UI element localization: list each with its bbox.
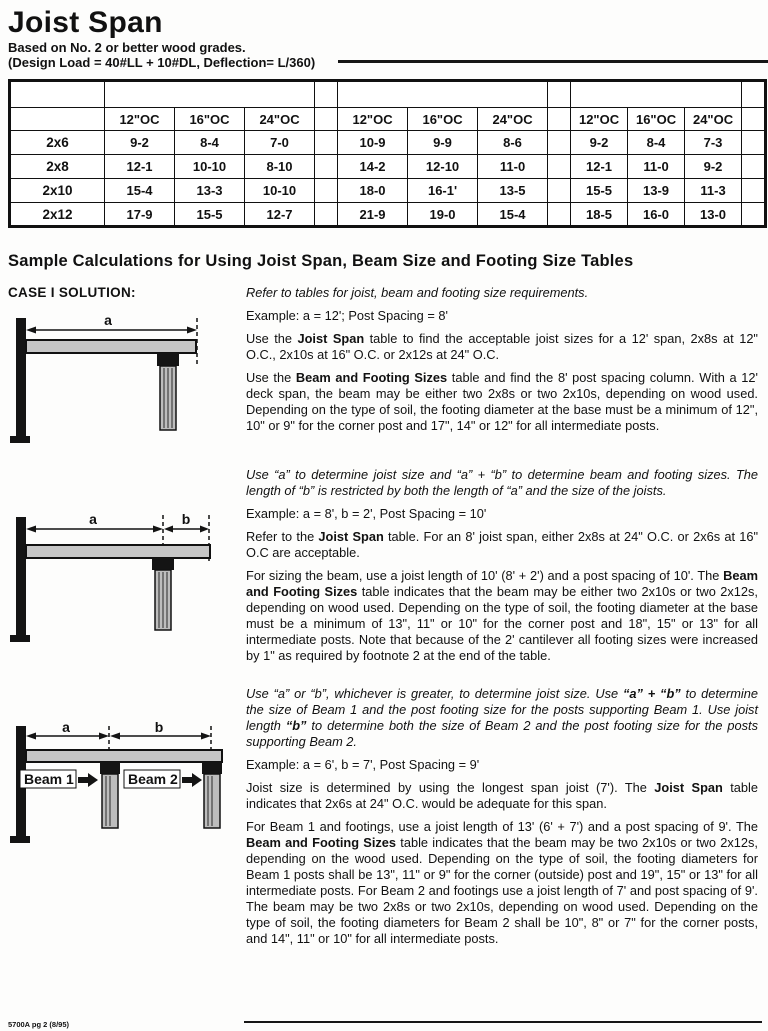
bold-text-run: Beam and Footing Sizes — [295, 370, 448, 385]
paragraph — [246, 331, 758, 363]
separator-cell-dark — [548, 155, 571, 179]
deck-beam — [26, 750, 222, 762]
span-value-cell: 8-4 — [628, 131, 685, 155]
paragraph — [246, 529, 758, 561]
span-value-cell: 8-10 — [245, 155, 315, 179]
ground-stub — [10, 436, 30, 443]
text-run: table. For an 8' joist span, either 2x8s at 24" O.C. or 2x6s at 16" O.C are acceptable. — [246, 529, 759, 560]
bottom-rule — [244, 1021, 762, 1024]
span-value-cell: 13-9 — [628, 179, 685, 203]
separator-cell-dark — [742, 131, 766, 155]
joist-size-cell: 2x10 — [10, 179, 105, 203]
deck-beam — [26, 545, 210, 558]
arrow-right-icon — [200, 526, 209, 533]
separator-cell-dark — [548, 203, 571, 227]
separator-cell — [315, 81, 338, 108]
text-run: Use “a” to determine joist size and “a” + “b” to determine beam and footing sizes. The length of “b” is restricted by both the length of “a” and the size of the joists. — [246, 467, 758, 498]
ground-stub — [10, 635, 30, 642]
species-header-western: Western Cedar — [571, 81, 742, 108]
text-run: For sizing the beam, use a joist length of 10' (8' + 2') and a post spacing of 10'. The — [246, 568, 724, 583]
paragraph — [246, 285, 758, 301]
text-run: table indicates that the beam may be either two 2x10s or two 2x12s, depending on wood used. Depending on the type of soil, the footing diameter at the base must be a minimum of 13", 11" or 10" for the corner post and 18", 15" or 13" for all intermediate posts. Note that because of the 2' cantilever all footing sizes were increased by 1" as required by footnote 2 at the end of the table. — [246, 584, 758, 663]
page-title: Joist Span — [8, 6, 163, 39]
span-value-cell: 8-6 — [478, 131, 548, 155]
span-value-cell: 12-1 — [571, 155, 628, 179]
span-value-cell: 9-2 — [571, 131, 628, 155]
joist-size-cell: 2x8 — [10, 155, 105, 179]
subtitle-design-load: (Design Load = 40#LL + 10#DL, Deflection= L/360) — [8, 55, 316, 70]
span-value-cell: 11-0 — [478, 155, 548, 179]
span-value-cell: 15-4 — [105, 179, 175, 203]
table-row — [10, 155, 766, 179]
oc-header: 16"OC — [628, 108, 685, 131]
table-row — [10, 203, 766, 227]
span-value-cell: 14-2 — [338, 155, 408, 179]
span-value-cell: 10-10 — [175, 155, 245, 179]
text-run: Joist size is determined by using the longest span joist (7'). The — [246, 780, 655, 795]
dim-a-label: a — [62, 722, 70, 735]
joist-size-cell: 2x12 — [10, 203, 105, 227]
span-value-cell: 9-9 — [408, 131, 478, 155]
text-run: Example: a = 12'; Post Spacing = 8' — [246, 308, 448, 323]
table-row — [10, 131, 766, 155]
separator-cell — [548, 81, 571, 108]
subtitle-grades: Based on No. 2 or better wood grades. — [8, 40, 246, 55]
oc-header: 16"OC — [175, 108, 245, 131]
bold-text-run: Joist Span — [318, 529, 384, 544]
dim-b-label: b — [154, 722, 164, 735]
deck-beam — [26, 340, 196, 353]
case-label: CASE I SOLUTION: — [8, 285, 136, 300]
arrow-left-icon — [26, 733, 36, 740]
separator-cell — [315, 155, 338, 179]
bold-text-run: Beam and Footing Sizes — [246, 835, 397, 850]
span-value-cell: 21-9 — [338, 203, 408, 227]
span-value-cell: 15-5 — [175, 203, 245, 227]
text-run: Use the — [246, 331, 298, 346]
corner-cell — [10, 81, 105, 108]
span-value-cell: 18-0 — [338, 179, 408, 203]
span-value-cell: 12-10 — [408, 155, 478, 179]
joist-span-table — [8, 79, 767, 228]
text-run: Example: a = 8', b = 2', Post Spacing = 10' — [246, 506, 487, 521]
separator-cell — [315, 179, 338, 203]
span-value-cell: 13-5 — [478, 179, 548, 203]
corner-cell — [10, 108, 105, 131]
post-cap — [100, 762, 120, 774]
separator-cell — [742, 81, 766, 108]
paragraph — [246, 819, 758, 947]
post-cap — [157, 353, 179, 366]
paragraph — [246, 757, 758, 773]
arrow-right-icon — [201, 733, 211, 740]
oc-header: 12"OC — [571, 108, 628, 131]
paragraph — [246, 506, 758, 522]
span-value-cell: 9-2 — [685, 155, 742, 179]
separator-cell-dark — [742, 155, 766, 179]
table-row — [10, 179, 766, 203]
beam1-arrow-icon — [78, 773, 98, 787]
beam2-arrow-icon — [182, 773, 202, 787]
wall-ledger — [16, 318, 26, 436]
text-run: Use the — [246, 370, 296, 385]
beam2-label: Beam 2 — [128, 771, 178, 787]
oc-header: 24"OC — [685, 108, 742, 131]
post-cap — [202, 762, 222, 774]
span-value-cell: 18-5 — [571, 203, 628, 227]
text-run: to determine the size of Beam 1 and the post footing size for the posts supporting Beam 1. Use joist length — [246, 686, 758, 733]
section-heading: Sample Calculations for Using Joist Span, Beam Size and Footing Size Tables — [8, 252, 634, 270]
text-run: Refer to tables for joist, beam and footing size requirements. — [246, 285, 589, 300]
table-oc-row — [10, 108, 766, 131]
separator-cell — [315, 108, 338, 131]
separator-cell — [548, 108, 571, 131]
span-value-cell: 10-9 — [338, 131, 408, 155]
paragraph — [246, 308, 758, 324]
arrow-right-icon — [99, 733, 109, 740]
span-value-cell: 11-3 — [685, 179, 742, 203]
bold-text-run: “a” + “b” — [622, 686, 681, 701]
span-value-cell: 16-0 — [628, 203, 685, 227]
span-value-cell: 15-5 — [571, 179, 628, 203]
oc-header: 12"OC — [338, 108, 408, 131]
dim-a-label: a — [104, 312, 112, 328]
span-value-cell: 19-0 — [408, 203, 478, 227]
dim-a-label: a — [89, 511, 97, 527]
text-run: table to find the acceptable joist sizes for a 12' span, 2x8s at 12" O.C., 2x10s at 16" O.C. or 2x12s at 24" O.C. — [246, 331, 758, 362]
wall-ledger — [16, 517, 26, 635]
text-run: table indicates that 2x6s at 24" O.C. would be adequate for this span. — [246, 780, 758, 811]
case-3-section — [8, 686, 762, 954]
case-2-section — [8, 467, 762, 671]
arrow-right-icon — [153, 526, 163, 533]
span-value-cell: 13-3 — [175, 179, 245, 203]
case-2-text — [246, 467, 762, 671]
span-value-cell: 15-4 — [478, 203, 548, 227]
arrow-left-icon — [26, 327, 36, 334]
span-value-cell: 12-7 — [245, 203, 315, 227]
separator-cell-dark — [742, 108, 766, 131]
separator-cell — [315, 131, 338, 155]
span-value-cell: 7-3 — [685, 131, 742, 155]
table-species-row — [10, 81, 766, 108]
span-value-cell: 13-0 — [685, 203, 742, 227]
span-value-cell: 9-2 — [105, 131, 175, 155]
text-run: table indicates that the beam may be two 2x10s or two 2x12s, depending on the wood used. Depending on the type of soil, the footing diameters for Beam 1 posts shall be 13", 11" or 9" for the corner (outside) post and 19", 15" or 13" for all intermediate posts. For Beam 2 and footings use a joist length of 7' and post spacing of 9'. The beam may be two 2x8s or two 2x10s, depending on wood used. Depending on the type of soil, the footing diameters for Beam 2 shall be 10", 8" or 7" for the corner posts, and 14", 11" or 10" for all intermediate posts. — [246, 835, 758, 946]
text-run: table and find the 8' post spacing column. With a 12' deck span, the beam may be either two 2x8s or two 2x10s, depending on wood used. Depending on the type of soil, the footing diameter at the base must be a minimum of 12", 10" or 9" for the corner post and 17", 14" or 12" for all intermediate posts. — [246, 370, 758, 433]
beam1-label: Beam 1 — [24, 771, 74, 787]
paragraph — [246, 568, 758, 664]
bold-text-run: Joist Span — [654, 780, 723, 795]
span-value-cell: 17-9 — [105, 203, 175, 227]
case-1-text — [246, 285, 762, 452]
dim-b-label: b — [181, 511, 191, 527]
span-value-cell: 7-0 — [245, 131, 315, 155]
span-value-cell: 10-10 — [245, 179, 315, 203]
post-cap — [152, 558, 174, 570]
span-value-cell: 11-0 — [628, 155, 685, 179]
separator-cell-dark — [548, 179, 571, 203]
document-code: 5700A pg 2 (8/95) — [8, 1020, 69, 1029]
top-rule — [338, 60, 768, 63]
case-1-section — [8, 285, 762, 452]
joist-size-cell: 2x6 — [10, 131, 105, 155]
span-value-cell: 16-1' — [408, 179, 478, 203]
case-2-left-column — [8, 467, 246, 671]
separator-cell-dark — [548, 131, 571, 155]
oc-header: 24"OC — [245, 108, 315, 131]
separator-cell — [315, 203, 338, 227]
paragraph — [246, 467, 758, 499]
span-value-cell: 8-4 — [175, 131, 245, 155]
text-run: For Beam 1 and footings, use a joist length of 13' (6' + 7') and a post spacing of 9'. The — [246, 819, 758, 834]
ground-stub — [10, 836, 30, 843]
paragraph — [246, 686, 758, 750]
species-header-ponderosa: Ponderosa Pine — [105, 81, 315, 108]
arrow-left-icon — [164, 526, 173, 533]
species-header-southern: Southern Pine — [338, 81, 548, 108]
case-1-left-column — [8, 285, 246, 452]
text-run: to determine both the size of Beam 2 and the post footing size for the posts supporting Beam 2. — [246, 718, 758, 749]
separator-cell-dark — [742, 179, 766, 203]
oc-header: 12"OC — [105, 108, 175, 131]
arrow-left-icon — [110, 733, 120, 740]
case-3-left-column — [8, 686, 246, 954]
span-value-cell: 12-1 — [105, 155, 175, 179]
bold-text-run: Beam and Footing Sizes — [246, 568, 758, 599]
separator-cell-dark — [742, 203, 766, 227]
case3-deck-diagram — [8, 722, 240, 872]
text-run: Example: a = 6', b = 7', Post Spacing = 9' — [246, 757, 480, 772]
text-run: Use “a” or “b”, whichever is greater, to determine joist size. Use — [246, 686, 623, 701]
oc-header: 24"OC — [478, 108, 548, 131]
paragraph — [246, 370, 758, 434]
case2-deck-diagram — [8, 509, 236, 651]
case-3-text — [246, 686, 762, 954]
bold-text-run: Joist Span — [297, 331, 365, 346]
arrow-left-icon — [26, 526, 36, 533]
case1-deck-diagram — [8, 312, 236, 452]
bold-text-run: “b” — [285, 718, 307, 733]
paragraph — [246, 780, 758, 812]
arrow-right-icon — [187, 327, 197, 334]
text-run: Refer to the — [246, 529, 319, 544]
oc-header: 16"OC — [408, 108, 478, 131]
